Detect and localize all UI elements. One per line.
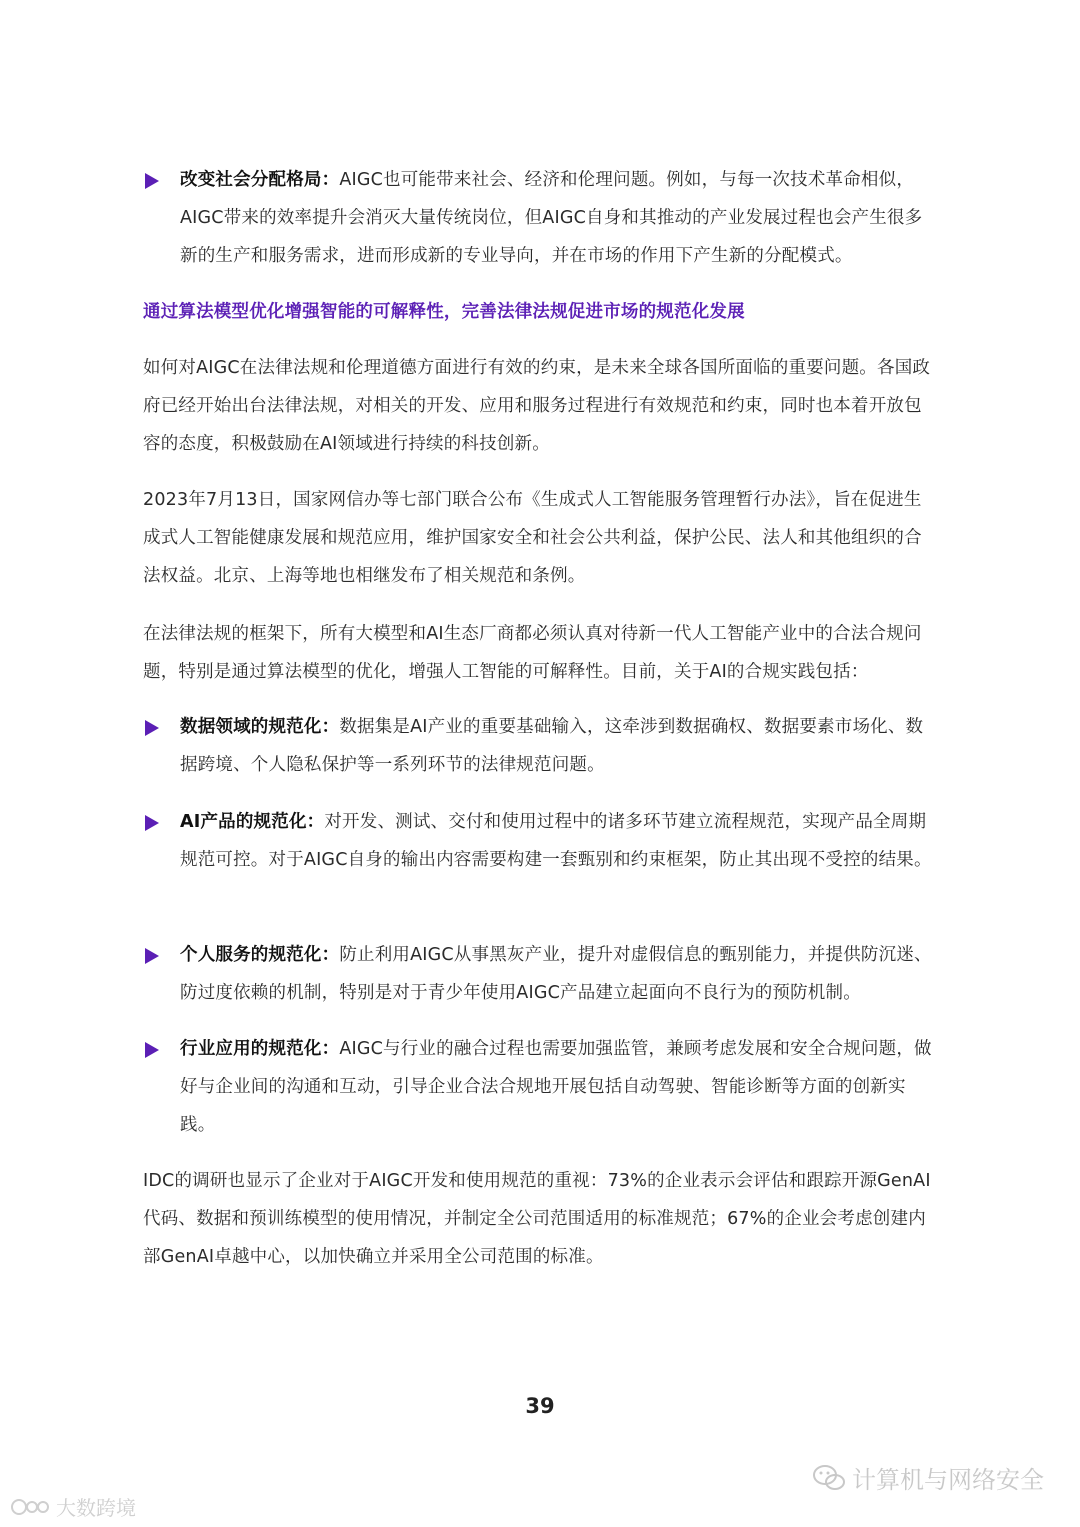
bullet-item [143, 803, 943, 879]
paragraph: IDC的调研也显示了企业对于AIGC开发和使用规范的重视：73%的企业表示会评估和跟踪开源GenAI代码、数据和预训练模型的使用情况，并制定全公司范围适用的标准规范；67%的企业会考虑创建内部GenAI卓越中心，以加快确立并采用全公司范围的标准。 [143, 1171, 931, 1267]
bullet-triangle-icon [145, 948, 159, 964]
bullet-item [143, 1030, 943, 1144]
bullet-item [143, 708, 943, 784]
bullet-item [143, 161, 943, 275]
wechat-icon [812, 1464, 846, 1492]
bullet-text: AIGC也可能带来社会、经济和伦理问题。例如，与每一次技术革命相似，AIGC带来的效率提升会消灭大量传统岗位，但AIGC自身和其推动的产业发展过程也会产生很多新的生产和服务需求，进而形成新的专业导向，并在市场的作用下产生新的分配模式。 [180, 170, 923, 266]
bullet-triangle-icon [145, 720, 159, 736]
paragraph: 2023年7月13日，国家网信办等七部门联合公布《生成式人工智能服务管理暂行办法》，旨在促进生成式人工智能健康发展和规范应用，维护国家安全和社会公共利益，保护公民、法人和其他组织的合法权益。北京、上海等地也相继发布了相关规范和条例。 [143, 490, 922, 586]
bullet-title: 数据领域的规范化： [180, 717, 340, 737]
bullet-text: 数据集是AI产业的重要基础输入，这牵涉到数据确权、数据要素市场化、数据跨境、个人隐私保护等一系列环节的法律规范问题。 [180, 717, 924, 775]
watermark-right [812, 1460, 1044, 1495]
bullet-triangle-icon [145, 815, 159, 831]
watermark-right-text: 计算机与网络安全 [852, 1466, 1044, 1494]
section-heading: 通过算法模型优化增强智能的可解释性，完善法律法规促进市场的规范化发展 [143, 302, 745, 322]
bullet-triangle-icon [145, 1042, 159, 1058]
bullet-title: AI产品的规范化： [180, 812, 325, 832]
bullet-title: 改变社会分配格局： [180, 170, 340, 190]
paragraph: 如何对AIGC在法律法规和伦理道德方面进行有效的约束，是未来全球各国所面临的重要问题。各国政府已经开始出台法律法规，对相关的开发、应用和服务过程进行有效规范和约束，同时也本着开放包容的态度，积极鼓励在AI领域进行持续的科技创新。 [143, 358, 931, 454]
watermark-left [10, 1492, 136, 1521]
bullet-title: 行业应用的规范化： [180, 1039, 340, 1059]
bullet-text: 对开发、测试、交付和使用过程中的诸多环节建立流程规范，实现产品全周期规范可控。对于AIGC自身的输出内容需要构建一套甄别和约束框架，防止其出现不受控的结果。 [180, 812, 932, 870]
logo-icon [10, 1496, 52, 1518]
bullet-text: 防止利用AIGC从事黑灰产业，提升对虚假信息的甄别能力，并提供防沉迷、防过度依赖的机制，特别是对于青少年使用AIGC产品建立起面向不良行为的预防机制。 [180, 945, 932, 1003]
page-number: 39 [525, 1394, 555, 1418]
bullet-item [143, 936, 943, 1012]
bullet-triangle-icon [145, 173, 159, 189]
bullet-title: 个人服务的规范化： [180, 945, 340, 965]
bullet-text: AIGC与行业的融合过程也需要加强监管，兼顾考虑发展和安全合规问题，做好与企业间的沟通和互动，引导企业合法合规地开展包括自动驾驶、智能诊断等方面的创新实践。 [180, 1039, 932, 1135]
paragraph: 在法律法规的框架下，所有大模型和AI生态厂商都必须认真对待新一代人工智能产业中的合法合规问题，特别是通过算法模型的优化，增强人工智能的可解释性。目前，关于AI的合规实践包括： [143, 624, 922, 682]
watermark-left-text: 大数跨境 [56, 1496, 136, 1520]
